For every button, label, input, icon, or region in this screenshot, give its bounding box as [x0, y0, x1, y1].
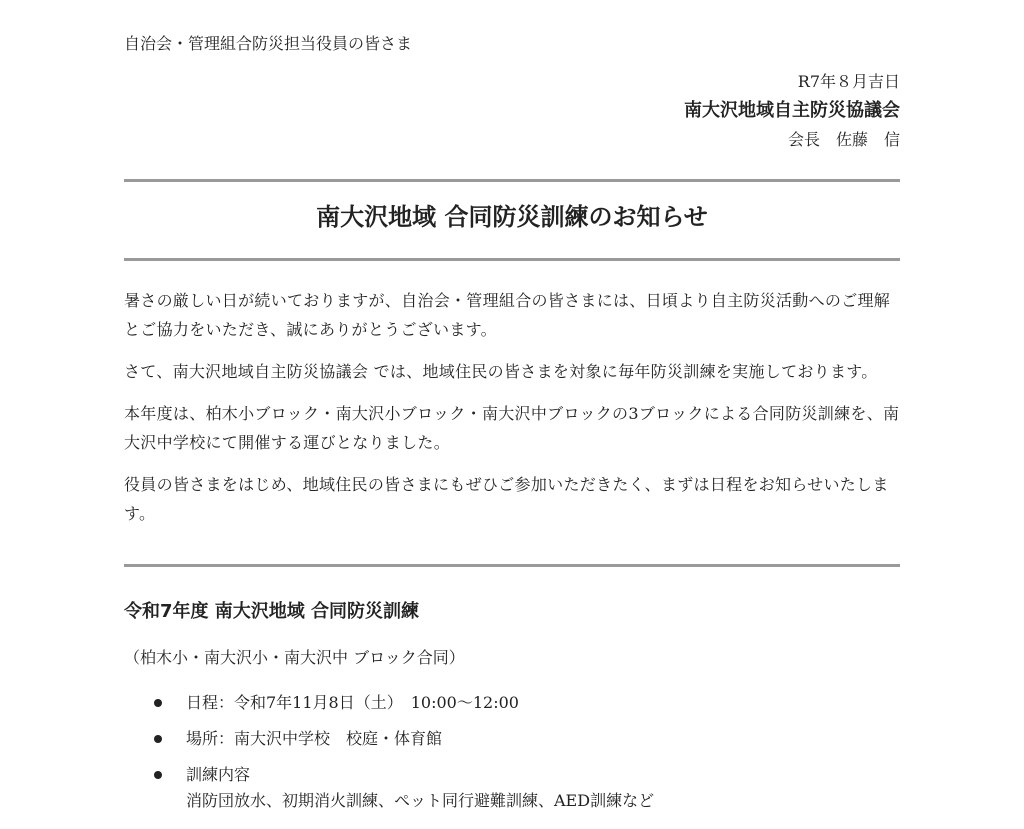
- bullet-icon: [154, 735, 162, 743]
- event-details-list: [150, 690, 890, 824]
- detail-item-place: [150, 726, 890, 752]
- notice-body: [124, 286, 900, 541]
- detail-date-text: 日程：令和7年11月8日（土） 10:00～12:00: [186, 693, 519, 712]
- addressee-line: 自治会・管理組合防災担当役員の皆さま: [124, 34, 413, 53]
- detail-item-date: [150, 690, 890, 716]
- organization-name: 南大沢地域自主防災協議会: [684, 100, 900, 121]
- top-divider: [124, 179, 900, 182]
- body-divider: [124, 564, 900, 567]
- detail-place-text: 場所：南大沢中学校 校庭・体育館: [186, 729, 443, 748]
- notice-title: 南大沢地域 合同防災訓練のお知らせ: [316, 203, 708, 231]
- event-title: 令和7年度 南大沢地域 合同防災訓練: [124, 601, 420, 622]
- bullet-icon: [154, 771, 162, 779]
- bullet-icon: [154, 699, 162, 707]
- detail-contents-text: 消防団放水、初期消火訓練、ペット同行避難訓練、AED訓練など: [186, 791, 655, 810]
- detail-item-contents: [150, 762, 890, 814]
- chairperson-name: 会長 佐藤 信: [787, 130, 900, 149]
- issue-date: R7年８月吉日: [797, 72, 900, 91]
- body-paragraph-invitation: 役員の皆さまをはじめ、地域住民の皆さまにもぜひご参加いただきたく、まずは日程をお知らせいたします。: [124, 475, 889, 523]
- title-divider: [124, 258, 900, 261]
- detail-contents-label: 訓練内容: [186, 765, 251, 784]
- body-paragraph-intro: さて、南大沢地域自主防災協議会 では、地域住民の皆さまを対象に毎年防災訓練を実施しております。: [124, 362, 878, 381]
- body-paragraph-greeting: 暑さの厳しい日が続いておりますが、自治会・管理組合の皆さまには、日頃より自主防災活動へのご理解とご協力をいただき、誠にありがとうございます。: [124, 291, 891, 339]
- sender-block: [684, 70, 900, 152]
- body-paragraph-venue: 本年度は、柏木小ブロック・南大沢小ブロック・南大沢中ブロックの3ブロックによる合同防災訓練を、南大沢中学校にて開催する運びとなりました。: [124, 404, 900, 452]
- event-subtitle: （柏木小・南大沢小・南大沢中 ブロック合同）: [124, 648, 465, 667]
